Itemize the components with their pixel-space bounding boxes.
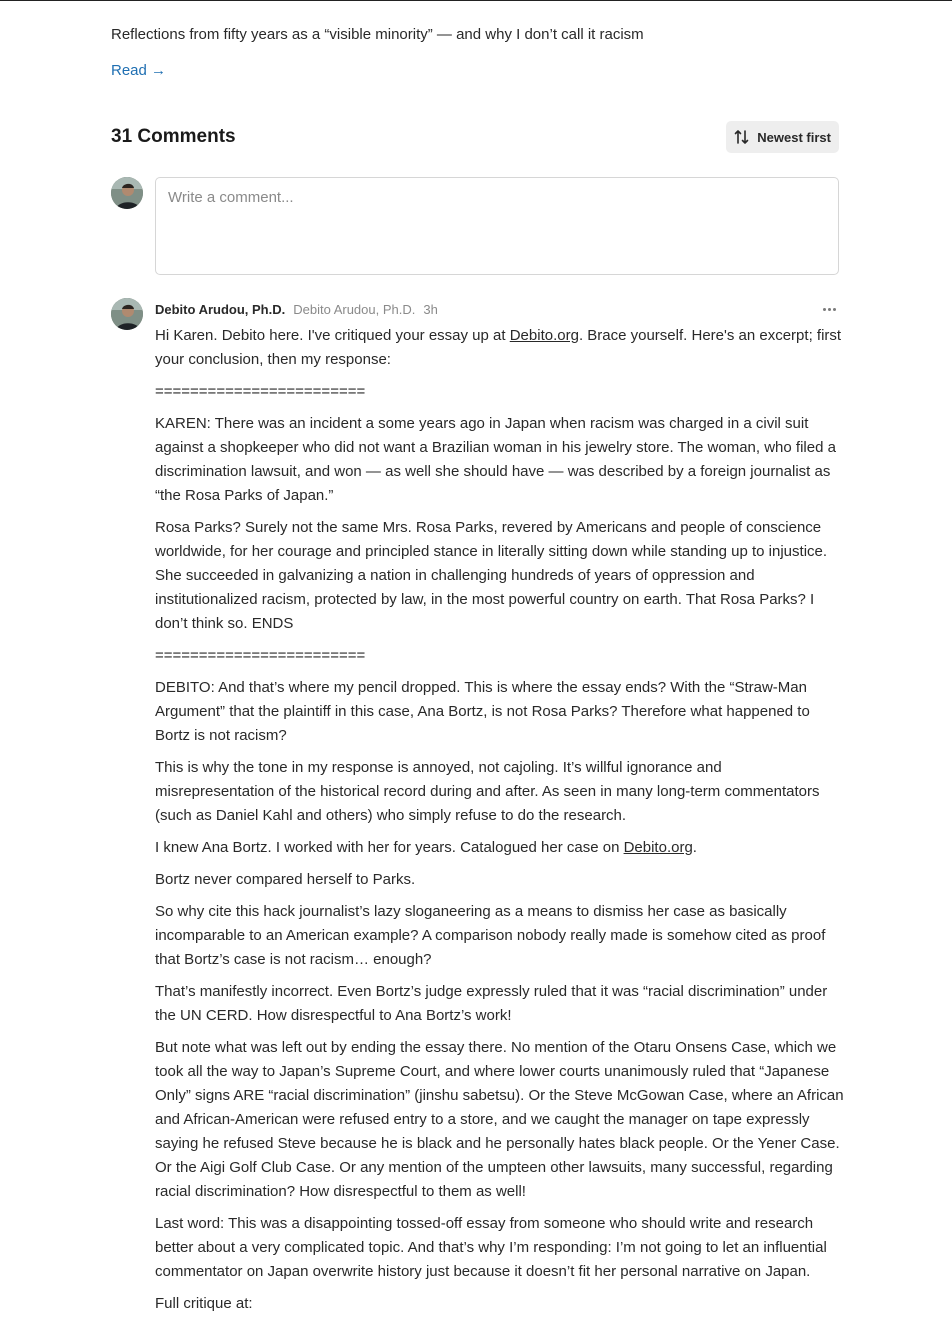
comment-paragraph: KAREN: There was an incident a some years ago in Japan when racism was charged in a civil suit against a shopkeeper who did not want a Brazilian woman in his jewelry store. The woman, who filed a discrimination lawsuit, and won — as well she should have — was described by a foreign journalist as “the Rosa Parks of Japan.” — [155, 415, 836, 504]
read-link[interactable]: Read → — [111, 62, 167, 79]
more-options-button[interactable] — [820, 301, 838, 317]
commenter-avatar[interactable] — [111, 298, 143, 330]
comment-paragraph: Full critique at: — [155, 1295, 253, 1312]
comment-meta — [155, 301, 438, 319]
comments-count: 31 Comments — [111, 126, 236, 147]
comment-paragraph: I knew Ana Bortz. I worked with her for years. Catalogued her case on Debito.org. — [155, 839, 697, 856]
comment-author-handle: Debito Arudou, Ph.D. — [293, 302, 416, 317]
comment-author[interactable]: Debito Arudou, Ph.D. — [155, 302, 286, 317]
comments-header — [111, 121, 839, 153]
comment-input[interactable] — [155, 177, 839, 275]
comment-paragraph: But note what was left out by ending the essay there. No mention of the Otaru Onsens Case, which we took all the way to Japan’s Supreme Court, and where lower courts unanimously ruled that “Japanese Only” signs ARE “racial discrimination” (jinshu sabetsu). Or the Steve McGowan Case, where an African and African-American were refused entry to a store, and we caught the manager on tape expressly saying he refused Steve because he is black and he personally hates black people. Or the Yener Case. Or the Aigi Golf Club Case. Or any mention of the umpteen other lawsuits, many successful, regarding racial discrimination? How disrespectful to them as well! — [155, 1039, 844, 1200]
comment-paragraph: Rosa Parks? Surely not the same Mrs. Rosa Parks, revered by Americans and people of conscience worldwide, for her courage and principled stance in literally sitting down while standing up to injustice. She succeeded in galvanizing a nation in challenging hundreds of years of oppression and institutionalized racism, protected by law, in the most powerful country on earth. That Rosa Parks? I don’t think so. ENDS — [155, 519, 828, 632]
comment-body — [155, 324, 845, 1324]
sort-arrows-icon — [734, 129, 750, 145]
debito-link[interactable]: Debito.org — [509, 327, 579, 344]
sort-label: Newest first — [757, 129, 831, 145]
comment-paragraph: That’s manifestly incorrect. Even Bortz’s judge expressly ruled that it was “racial discrimination” under the UN CERD. How disrespectful to Ana Bortz’s work! — [155, 983, 828, 1024]
comment-paragraph: This is why the tone in my response is annoyed, not cajoling. It’s willful ignorance and misrepresentation of the historical record during and after. As seen in many long-term commentators (such as Daniel Kahl and others) who simply refuse to do the research. — [155, 759, 820, 824]
sort-button[interactable] — [726, 121, 839, 153]
comment-paragraph: Last word: This was a disappointing tossed-off essay from someone who should write and research better about a very complicated topic. And that’s why I’m responding: I’m not going to let an influential commentator on Japan overwrite history just because it doesn’t fit her personal narrative on Japan. — [155, 1215, 827, 1280]
post-excerpt: Reflections from fifty years as a “visible minority” — and why I don’t call it racism — [111, 26, 644, 43]
current-user-avatar — [111, 177, 143, 209]
comment-timestamp[interactable]: 3h — [423, 302, 438, 317]
more-horizontal-icon — [823, 308, 826, 311]
comment-paragraph: So why cite this hack journalist’s lazy sloganeering as a means to dismiss her case as basically incomparable to an American example? A comparison nobody really made is somehow cited as proof that Bortz’s case is not racism… enough? — [155, 903, 826, 968]
top-divider — [0, 0, 952, 1]
debito-link[interactable]: Debito.org — [623, 839, 693, 856]
comment-paragraph: ======================== — [155, 647, 366, 664]
comment-paragraph: Bortz never compared herself to Parks. — [155, 871, 416, 888]
comment-paragraph: DEBITO: And that’s where my pencil dropped. This is where the essay ends? With the “Straw-Man Argument” that the plaintiff in this case, Ana Bortz, is not Rosa Parks? Therefore what happened to Bortz is not racism? — [155, 679, 810, 744]
comment-paragraph: Hi Karen. Debito here. I've critiqued your essay up at Debito.org. Brace yourself. Here's an excerpt; first your conclusion, then my response: — [155, 327, 842, 368]
comment-paragraph: ======================== — [155, 383, 366, 400]
